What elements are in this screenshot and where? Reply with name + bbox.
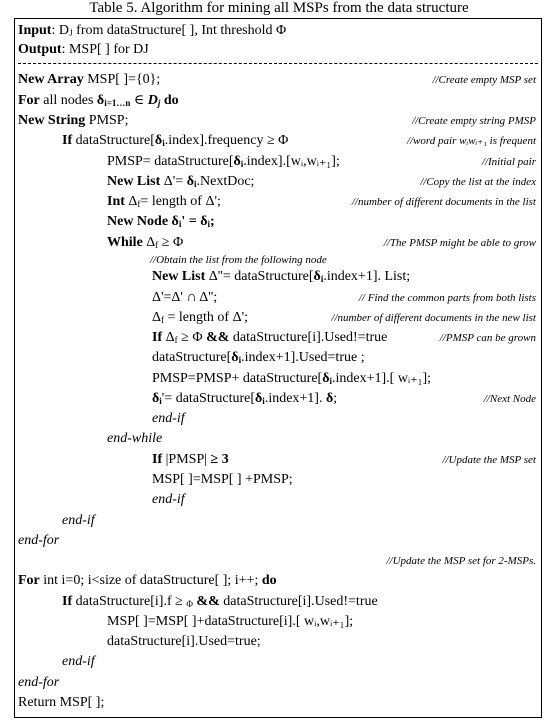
code-comment: //number of different documents in the new list xyxy=(331,312,536,324)
output-text: : MSP[ ] for DJ xyxy=(61,42,149,57)
input-keyword: Input xyxy=(18,23,52,38)
code-comment: //Next Node xyxy=(483,393,536,405)
code-line: $\delta_i'=$ $dataStructure[\delta_i.index+1]$. δ; xyxy=(152,391,338,406)
code-line: end-if xyxy=(62,513,95,528)
code-comment: //Create empty string PMSP xyxy=(412,115,536,127)
code-line: New Node $\delta_i' = \delta_i$; xyxy=(107,214,215,229)
code-comment: //Update the MSP set for 2-MSPs. xyxy=(386,555,536,567)
code-line: end-for xyxy=(18,533,60,548)
code-line: For int i=0; i<size of dataStructure[ ]; i++; do xyxy=(18,573,277,588)
code-line: end-if xyxy=(152,492,185,507)
output-line xyxy=(18,41,149,58)
code-line: end-while xyxy=(107,431,163,446)
code-line: Return MSP[ ]; xyxy=(18,695,105,710)
code-line: New List $\Delta'= \delta_i.NextDoc$; xyxy=(107,174,255,189)
code-line: $dataStructure[\delta_i.index+1].Used=true$ ; xyxy=(152,350,365,365)
code-line: PMSP= $dataStructure[\delta_i.index].[wᵢ,wᵢ_{+1}]$; xyxy=(107,154,340,169)
output-keyword: Output xyxy=(18,42,62,57)
code-comment: //number of different documents in the list xyxy=(351,196,536,208)
code-line: If |PMSP| ≥ 3 xyxy=(152,452,229,467)
input-text: : Dⱼ from dataStructure[ ], Int threshold Φ xyxy=(51,23,287,38)
code-comment: //Create empty MSP set xyxy=(432,74,536,86)
code-comment: //PMSP can be grown xyxy=(439,332,536,344)
code-line: PMSP=PMSP+ $dataStructure[\delta_i.index+1]$.[ wᵢ₊₁]; xyxy=(152,371,432,386)
code-line: If $\Delta_f \ge \Phi$ && dataStructure[i].Used!=true xyxy=(152,330,388,345)
code-line: end-if xyxy=(152,411,185,426)
input-line xyxy=(18,22,286,39)
code-comment: //word pair wᵢwᵢ₊₁ is frequent xyxy=(406,135,536,147)
code-line: If $dataStructure[\delta_i.index].frequency \ge \Phi$ xyxy=(62,133,289,148)
code-comment: // Find the common parts from both lists xyxy=(358,292,536,304)
code-line: MSP[ ]=MSP[ ]+dataStructure[i].[ wᵢ,wᵢ₊₁]; xyxy=(107,614,354,629)
code-line: end-for xyxy=(18,675,60,690)
table-caption: Table 5. Algorithm for mining all MSPs from the data structure xyxy=(89,0,469,16)
code-line: $\Delta_f$ = length of Δ'; xyxy=(152,310,248,325)
code-line: New String PMSP; xyxy=(18,113,129,128)
code-line: dataStructure[i].Used=true; xyxy=(107,634,261,649)
code-comment: //Update the MSP set xyxy=(442,454,536,466)
code-line: end-if xyxy=(62,654,95,669)
code-line: //Obtain the list from the following node xyxy=(150,254,327,266)
code-line: New List $\Delta''= dataStructure[\delta_i.index+1]$. List; xyxy=(152,269,411,284)
code-line: If dataStructure[i].f ≥ $_\Phi$ && dataStructure[i].Used!=true xyxy=(62,594,378,609)
code-line: Int $\Delta_f=$ length of Δ'; xyxy=(107,194,221,209)
header-divider xyxy=(18,63,538,64)
code-line: New Array MSP[ ]={0}; xyxy=(18,72,161,87)
code-line: Δ'=Δ' ∩ Δ''; xyxy=(152,290,218,305)
code-line: For all nodes $\delta_{i=1\dots n}$ ∈ $D_j$ do xyxy=(18,93,179,108)
code-line: MSP[ ]=MSP[ ] +PMSP; xyxy=(152,472,293,487)
code-line: While $\Delta_f \ge \Phi$ xyxy=(107,235,184,250)
code-comment: //The PMSP might be able to grow xyxy=(383,237,536,249)
code-comment: //Copy the list at the index xyxy=(420,176,536,188)
code-comment: //Initial pair xyxy=(481,156,536,168)
